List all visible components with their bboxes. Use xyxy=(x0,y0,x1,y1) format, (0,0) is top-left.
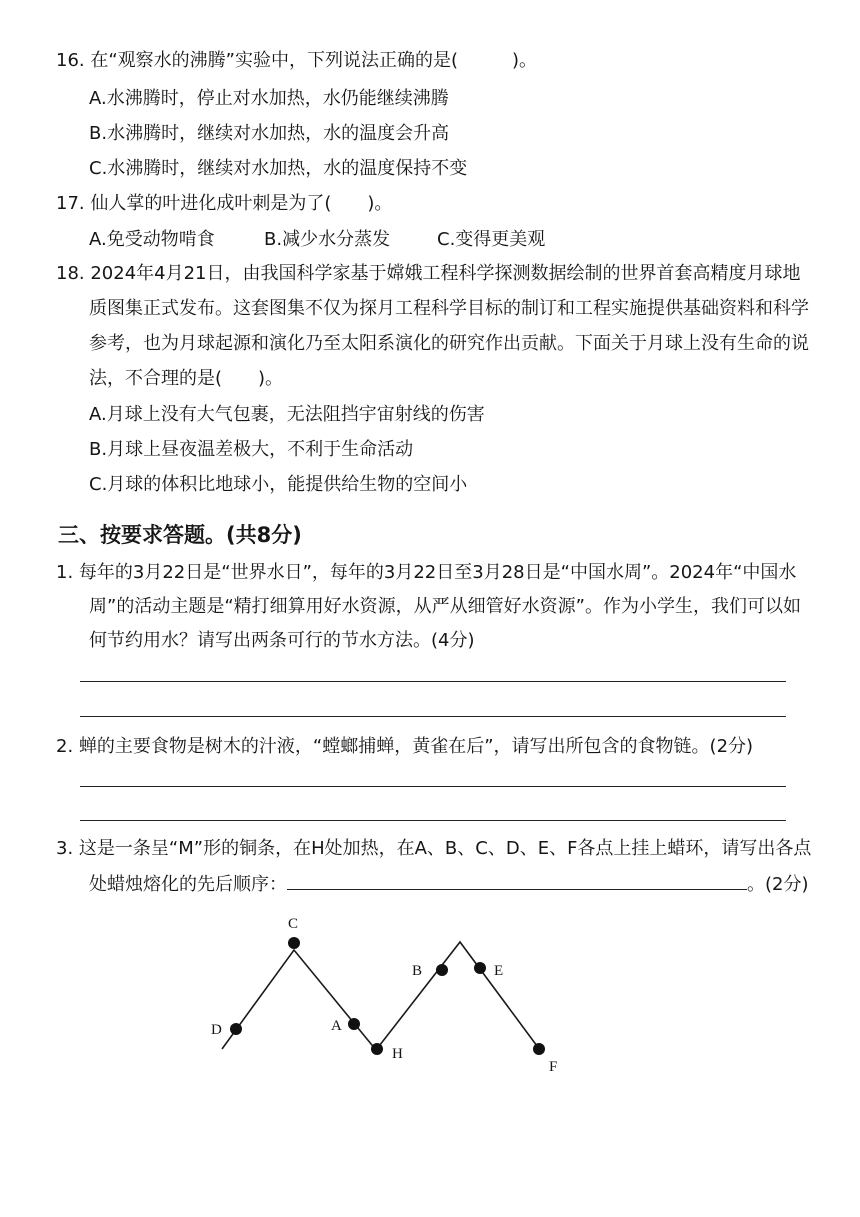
point-f-label: F xyxy=(549,1059,558,1075)
point-d-label: D xyxy=(211,1022,222,1038)
q16-option-c: C.水沸腾时，继续对水加热，水的温度保持不变 xyxy=(89,158,468,179)
q17-option-a: A.免受动物啃食 xyxy=(89,229,215,250)
point-h-label: H xyxy=(392,1046,403,1062)
q18-line-2: 质图集正式发布。这套图集不仅为探月工程科学目标的制订和工程实施提供基础资料和科学 xyxy=(89,298,809,319)
q16-stem: 16. 在“观察水的沸腾”实验中，下列说法正确的是( )。 xyxy=(56,50,538,71)
q18-line-3: 参考，也为月球起源和演化乃至太阳系演化的研究作出贡献。下面关于月球上没有生命的说 xyxy=(89,333,809,354)
point-e-label: E xyxy=(494,963,504,979)
point-d-dot xyxy=(230,1023,242,1035)
point-b-dot xyxy=(436,964,448,976)
q17-option-b: B.减少水分蒸发 xyxy=(264,229,391,250)
q17-stem: 17. 仙人掌的叶进化成叶刺是为了( )。 xyxy=(56,193,393,214)
section-title: 三、按要求答题。(共8分) xyxy=(58,523,302,547)
q18-line-1: 18. 2024年4月21日，由我国科学家基于嫦娥工程科学探测数据绘制的世界首套高精度月球地 xyxy=(56,263,801,284)
s3-q3-prefix: 处蜡烛熔化的先后顺序： xyxy=(89,874,287,895)
s3-q1-line-1: 1. 每年的3月22日是“世界水日”，每年的3月22日至3月28日是“中国水周”。2024年“中国水 xyxy=(56,562,797,583)
s3-q1-line-2: 周”的活动主题是“精打细算用好水资源，从严从细管好水资源”。作为小学生，我们可以如 xyxy=(89,596,801,617)
q18-option-a: A.月球上没有大气包裹，无法阻挡宇宙射线的伤害 xyxy=(89,404,485,425)
point-e-dot xyxy=(474,962,486,974)
point-c-dot xyxy=(288,937,300,949)
point-c-label: C xyxy=(288,916,299,932)
copper-strip xyxy=(222,942,540,1050)
q18-option-b: B.月球上昼夜温差极大，不利于生命活动 xyxy=(89,439,414,460)
q18-line-4: 法，不合理的是( )。 xyxy=(89,368,284,389)
point-b-label: B xyxy=(412,963,423,979)
q16-option-b: B.水沸腾时，继续对水加热，水的温度会升高 xyxy=(89,123,450,144)
q16-option-a: A.水沸腾时，停止对水加热，水仍能继续沸腾 xyxy=(89,88,449,109)
q17-option-c: C.变得更美观 xyxy=(437,229,546,250)
s3-q3-line-1: 3. 这是一条呈“M”形的铜条，在H处加热，在A、B、C、D、E、F各点上挂上蜡环，请写出各点 xyxy=(56,838,812,859)
s3-q2-text: 2. 蝉的主要食物是树木的汁液，“螳螂捕蝉，黄雀在后”，请写出所包含的食物链。(2分) xyxy=(56,736,754,757)
point-h-dot xyxy=(371,1043,383,1055)
point-f-dot xyxy=(533,1043,545,1055)
s3-q1-line-3: 何节约用水？请写出两条可行的节水方法。(4分) xyxy=(89,630,475,651)
q18-option-c: C.月球的体积比地球小，能提供给生物的空间小 xyxy=(89,474,468,495)
point-a-label: A xyxy=(331,1018,342,1034)
s3-q3-suffix: 。(2分) xyxy=(747,874,809,895)
point-a-dot xyxy=(348,1018,360,1030)
